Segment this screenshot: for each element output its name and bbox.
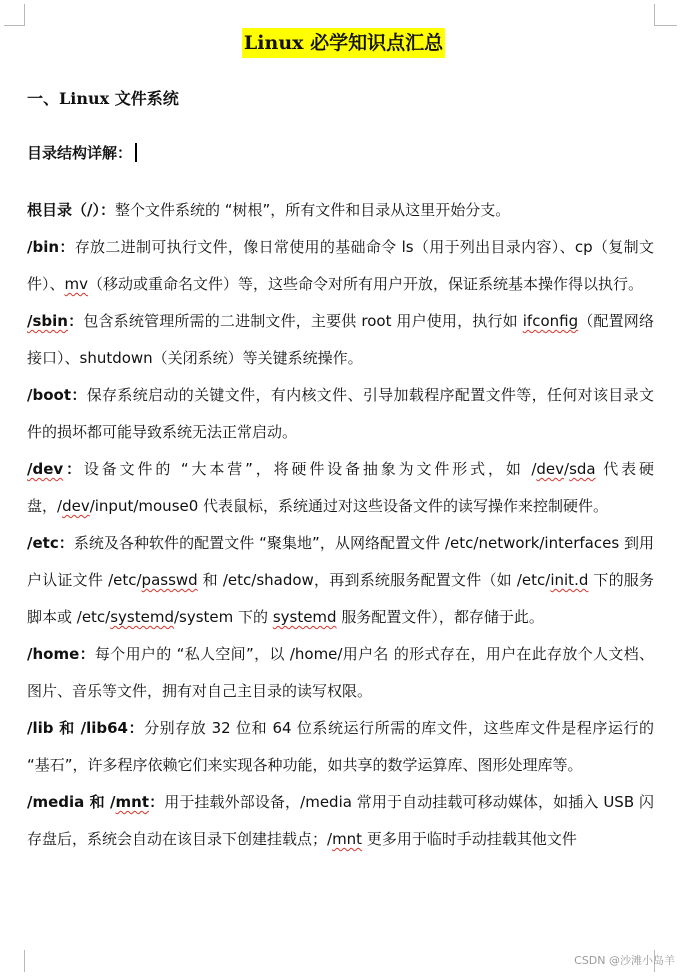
crop-mark-top-right — [655, 25, 677, 26]
spellcheck-word: mnt — [332, 830, 363, 848]
paragraph-term: ： — [127, 719, 145, 737]
paragraph-term: /lib 和 /lib64 — [27, 719, 128, 737]
paragraph-text: 分别存放 32 位和 64 位系统运行所需的库文件，这些库文件是程序运行的 “基石”，许多程序依赖它们来实现各种功能，如共享的数学运算库、图形处理库等。 — [27, 719, 654, 774]
spellcheck-word: ifconfig — [522, 312, 579, 330]
crop-mark-top-left — [4, 25, 24, 26]
spellcheck-word: dev — [536, 460, 565, 478]
title-row — [0, 28, 687, 58]
watermark: CSDN @沙滩小岛羊 — [574, 954, 675, 967]
paragraph-term: /dev — [27, 460, 64, 478]
paragraph-text: （配置网络接口）、shutdown（关闭系统）等关键系统操作。 — [27, 312, 654, 367]
paragraph[interactable] — [27, 525, 654, 636]
crop-mark-top-left — [24, 4, 25, 26]
spellcheck-word: dev — [62, 497, 90, 515]
paragraph-term: ： — [71, 386, 87, 404]
spellcheck-word: systemd — [110, 608, 174, 626]
paragraph-term: /sbin — [27, 312, 68, 330]
paragraph-text: 存放二进制可执行文件，像日常使用的基础命令 ls（用于列出目录内容）、cp（复制文件）、 — [27, 238, 654, 293]
paragraph[interactable] — [27, 710, 654, 784]
paragraph-text: 代表硬盘，/ — [27, 460, 654, 515]
paragraph-text: 整个文件系统的 “树根”，所有文件和目录从这里开始分支。 — [114, 201, 511, 219]
paragraph-term: ： — [59, 238, 75, 256]
paragraph-term: /media 和 / — [27, 793, 116, 811]
paragraph-text: / — [564, 460, 570, 478]
paragraph-text: /system 下的 — [173, 608, 273, 626]
paragraph-text: 包含系统管理所需的二进制文件，主要供 root 用户使用，执行如 — [83, 312, 523, 330]
paragraph[interactable] — [27, 636, 654, 710]
document-title[interactable]: Linux 必学知识点汇总 — [242, 28, 445, 58]
paragraph-text: 下的服务脚本或 /etc/ — [27, 571, 655, 626]
subheading-text[interactable]: 目录结构详解： — [27, 144, 133, 162]
paragraph[interactable] — [27, 377, 654, 451]
paragraph-text: /input/mouse0 代表鼠标，系统通过对这些设备文件的读写操作来控制硬件。 — [89, 497, 609, 515]
crop-mark-bottom-left — [24, 950, 25, 972]
spellcheck-word: mv — [64, 275, 89, 293]
paragraph-term: /home — [27, 645, 80, 663]
document-body[interactable] — [27, 192, 654, 858]
paragraph-term: /etc — [27, 534, 59, 552]
paragraph-term: ： — [58, 534, 74, 552]
paragraph-term: ： — [67, 312, 84, 330]
spellcheck-word: systemd — [272, 608, 337, 626]
paragraph-text: 和 /etc/shadow，再到系统服务配置文件（如 /etc/ — [197, 571, 551, 589]
paragraph-term: /boot — [27, 386, 71, 404]
paragraph-term: ： — [79, 645, 95, 663]
paragraph-text: 用于挂载外部设备，/media 常用于自动挂载可移动媒体，如插入 USB 闪存盘后，系统会自动在该目录下创建挂载点；/ — [27, 793, 654, 848]
paragraph-text: （移动或重命名文件）等，这些命令对所有用户开放，保证系统基本操作得以执行。 — [88, 275, 644, 293]
crop-mark-top-right — [654, 4, 655, 26]
text-cursor — [135, 143, 137, 162]
paragraph-text: 更多用于临时手动挂载其他文件 — [362, 830, 577, 848]
paragraph[interactable] — [27, 229, 654, 303]
paragraph-text: 保存系统启动的关键文件，有内核文件、引导加载程序配置文件等，任何对该目录文件的损坏都可能导致系统无法正常启动。 — [27, 386, 654, 441]
spellcheck-word: init.d — [550, 571, 589, 589]
paragraph[interactable] — [27, 784, 654, 858]
spellcheck-word: passwd — [141, 571, 198, 589]
paragraph-text: 设备文件的 “大本营”，将硬件设备抽象为文件形式，如 / — [83, 460, 537, 478]
paragraph-term: mnt — [115, 793, 149, 811]
paragraph-term: ： — [63, 460, 84, 478]
paragraph-term: 根目录（/）： — [27, 201, 115, 219]
section-heading[interactable]: 一、Linux 文件系统 — [27, 89, 179, 108]
paragraph[interactable] — [27, 192, 654, 229]
paragraph-text: 服务配置文件），都存储于此。 — [336, 608, 544, 626]
paragraph-text: 每个用户的 “私人空间”，以 /home/用户名 的形式存在，用户在此存放个人文档、图片、音乐等文件，拥有对自己主目录的读写权限。 — [27, 645, 654, 700]
paragraph-term: ： — [149, 793, 165, 811]
paragraph[interactable] — [27, 451, 654, 525]
paragraph-text: 系统及各种软件的配置文件 “聚集地”，从网络配置文件 /etc/network/interfaces 到用户认证文件 /etc/ — [27, 534, 654, 589]
spellcheck-word: sda — [569, 460, 596, 478]
paragraph[interactable] — [27, 303, 654, 377]
subheading[interactable] — [27, 140, 137, 166]
paragraph-term: /bin — [27, 238, 60, 256]
